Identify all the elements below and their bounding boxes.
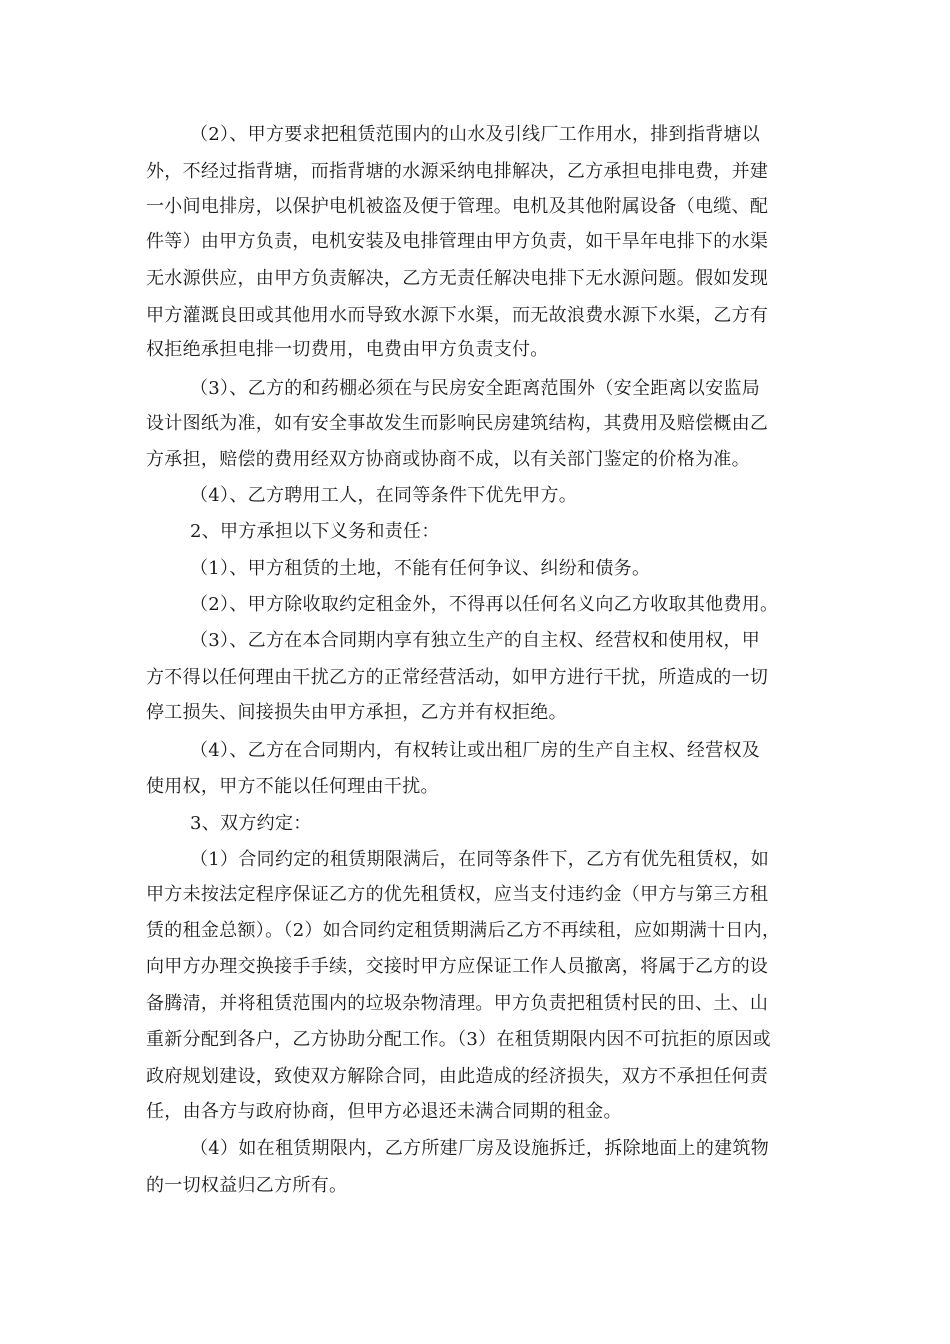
paragraph-line: （4）、乙方在合同期内，有权转让或出租厂房的生产自主权、经营权及 <box>190 740 761 761</box>
paragraph-line: 一小间电排房，以保护电机被盗及便于管理。电机及其他附属设备（电缆、配 <box>146 196 769 217</box>
paragraph-line: （3）、乙方在本合同期内享有独立生产的自主权、经营权和使用权，甲 <box>190 630 761 651</box>
section-heading: 3、双方约定： <box>190 813 312 834</box>
paragraph-line: 方承担，赔偿的费用经双方协商或协商不成，以有关部门鉴定的价格为准。 <box>146 449 750 470</box>
paragraph-line: 备腾清，并将租赁范围内的垃圾杂物清理。甲方负责把租赁村民的田、土、山 <box>146 993 769 1014</box>
paragraph-line: 任，由各方与政府协商，但甲方必退还未满合同期的租金。 <box>146 1101 622 1122</box>
paragraph-line: （2）、甲方除收取约定租金外，不得再以任何名义向乙方收取其他费用。 <box>190 594 779 615</box>
paragraph-line: （3）、乙方的和药棚必须在与民房安全距离范围外（安全距离以安监局 <box>190 378 761 399</box>
paragraph-line: 设计图纸为准，如有安全事故发生而影响民房建筑结构，其费用及赔偿概由乙 <box>146 413 769 434</box>
paragraph-line: （1）、甲方租赁的土地，不能有任何争议、纠纷和债务。 <box>190 558 651 579</box>
paragraph-line: 甲方未按法定程序保证乙方的优先租赁权，应当支付违约金（甲方与第三方租 <box>146 884 769 905</box>
paragraph-line: 赁的租金总额）。（2）如合同约定租赁期满后乙方不再续租，应如期满十日内， <box>146 920 781 941</box>
paragraph-line: 政府规划建设，致使双方解除合同，由此造成的经济损失，双方不承担任何责 <box>146 1066 769 1087</box>
paragraph-line: 权拒绝承担电排一切费用，电费由甲方负责支付。 <box>146 339 549 360</box>
paragraph-line: 重新分配到各户，乙方协助分配工作。（3）在租赁期限内因不可抗拒的原因或 <box>146 1029 771 1050</box>
paragraph-line: （4）如在租赁期限内，乙方所建厂房及设施拆迁，拆除地面上的建筑物 <box>190 1138 770 1159</box>
paragraph-line: （1）合同约定的租赁期限满后，在同等条件下，乙方有优先租赁权，如 <box>190 849 770 870</box>
paragraph-line: 向甲方办理交换接手手续，交接时甲方应保证工作人员撤离，将属于乙方的设 <box>146 956 769 977</box>
paragraph-line: 件等）由甲方负责，电机安装及电排管理由甲方负责，如干旱年电排下的水渠 <box>146 231 769 252</box>
paragraph-line: 的一切权益归乙方所有。 <box>146 1175 348 1196</box>
paragraph-line: （2）、甲方要求把租赁范围内的山水及引线厂工作用水，排到指背塘以 <box>190 124 761 145</box>
paragraph-line: （4）、乙方聘用工人，在同等条件下优先甲方。 <box>190 485 578 506</box>
paragraph-line: 甲方灌溉良田或其他用水而导致水源下水渠，而无故浪费水源下水渠，乙方有 <box>146 305 769 326</box>
paragraph-line: 停工损失、间接损失由甲方承担，乙方并有权拒绝。 <box>146 702 567 723</box>
paragraph-line: 外，不经过指背塘，而指背塘的水源采纳电排解决，乙方承担电排电费，并建 <box>146 161 769 182</box>
paragraph-line: 方不得以任何理由干扰乙方的正常经营活动，如甲方进行干扰，所造成的一切 <box>146 667 769 688</box>
section-heading: 2、甲方承担以下义务和责任： <box>190 521 440 542</box>
paragraph-line: 无水源供应，由甲方负责解决，乙方无责任解决电排下无水源问题。假如发现 <box>146 268 769 289</box>
paragraph-line: 使用权，甲方不能以任何理由干扰。 <box>146 776 439 797</box>
